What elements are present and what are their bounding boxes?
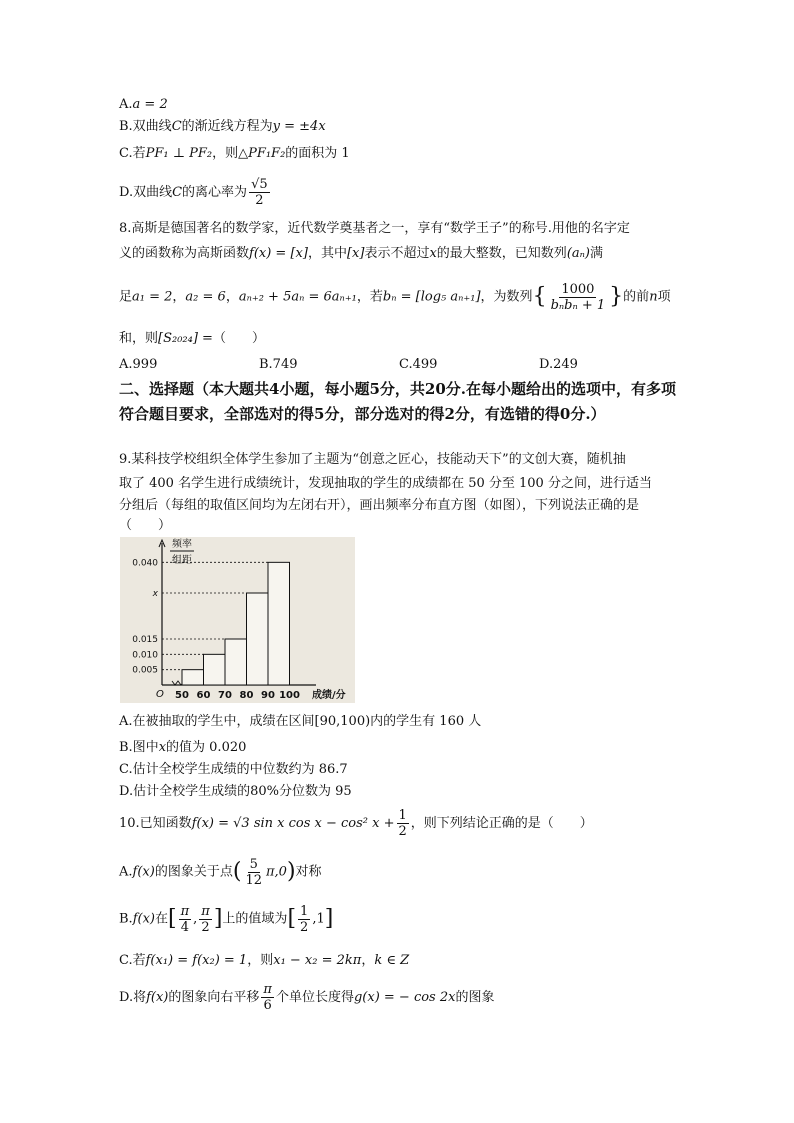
- math-expr: [S₂₀₂₄] =: [158, 331, 213, 346]
- fraction: $\frac{1}{2}$: [398, 808, 407, 839]
- math-expr: g(x) = − cos 2x: [353, 990, 456, 1005]
- q8-stem-line4: 和，则[S₂₀₂₄] =（ ）: [119, 331, 265, 346]
- math-expr: y = ±4x: [272, 119, 326, 134]
- q7-option-c: C.若PF₁ ⊥ PF₂，则△PF₁F₂的面积为 1: [119, 146, 350, 161]
- section-heading: 二、选择题（本大题共4小题，每小题5分，共20分.在每小题给出的选项中，有多项符合题目要求，全部选对的得5分，部分选对的得2分，有选错的得0分.）: [119, 380, 676, 423]
- q7-option-b: B.双曲线C的渐近线方程为y = ±4x: [119, 119, 326, 134]
- y-tick-label: x: [152, 589, 158, 599]
- histogram-svg: [120, 537, 355, 703]
- math-expr: f(x₁) = f(x₂) = 1: [145, 953, 248, 968]
- origin-label: O: [156, 689, 164, 700]
- q9-stem-line1: 9.某科技学校组织全体学生参加了主题为“创意之匠心，技能动天下”的文创大赛，随机抽: [119, 452, 626, 467]
- q10-option-b: B.f(x)在[ $\frac{\pi}{4}$ , $\frac{\pi}{2}$ ]上的值域为[ $\frac{1}{2}$ ,1]: [119, 903, 334, 935]
- q9-option-a: A.在被抽取的学生中，成绩在区间[90,100)内的学生有 160 人: [119, 714, 482, 729]
- fraction: $\frac{\pi}{6}$: [263, 982, 272, 1013]
- q10-option-a: A.f(x)的图象关于点( $\frac{5}{12}$ π,0)对称: [119, 856, 322, 888]
- x-label: 成绩/分: [312, 690, 346, 701]
- math-expr: f(x) = √3 sin x cos x − cos² x +: [191, 816, 395, 831]
- q7-option-a: A.a = 2: [119, 97, 168, 112]
- math-expr: aₙ₊₂ + 5aₙ = 6aₙ₊₁: [238, 289, 357, 305]
- math-expr: [90,100): [314, 714, 371, 729]
- q7-option-d: D.双曲线C的离心率为 $\frac{√5}{2}$: [119, 177, 268, 208]
- histogram-bar: [247, 593, 269, 685]
- x-tick-label: 100: [279, 690, 300, 701]
- x-tick-label: 90: [261, 690, 275, 701]
- x-tick-label: 80: [239, 690, 254, 701]
- option-d: D.249: [539, 357, 578, 372]
- q9-option-d: D.估计全校学生成绩的80%分位数为 95: [119, 784, 352, 799]
- q9-option-c: C.估计全校学生成绩的中位数约为 86.7: [119, 762, 348, 777]
- x-tick-label: 70: [218, 690, 232, 701]
- histogram-bar: [268, 562, 290, 685]
- fraction: $\frac{\pi}{2}$: [201, 903, 210, 935]
- y-tick-label: 0.005: [132, 665, 158, 676]
- histogram-bar: [225, 639, 247, 685]
- x-tick-label: 50: [175, 690, 189, 701]
- y-tick-label: 0.040: [132, 558, 158, 569]
- q9-stem-line4: （ ）: [119, 518, 172, 533]
- q8-stem-line3: 足a₁ = 2，a₂ = 6，aₙ₊₂ + 5aₙ = 6aₙ₊₁，若bₙ = [log₅ aₙ₊₁]，为数列{ $\frac{1000}{\text{bₙbₙ + 1}}$ }的前n项: [119, 281, 671, 313]
- q9-option-b: B.图中x的值为 0.020: [119, 740, 247, 755]
- math-expr: f(x) = [x]: [249, 246, 308, 261]
- fraction: $\frac{√5}{2}$: [251, 177, 268, 208]
- q9-stem-line2: 取了 400 名学生进行成绩统计，发现抽取的学生的成绩都在 50 分至 100 分之间，进行适当: [119, 476, 652, 491]
- q8-stem-line1: 8.高斯是德国著名的数学家，近代数学奠基者之一，享有“数学王子”的称号.用他的名字定: [119, 221, 630, 236]
- math-expr: a = 2: [132, 97, 168, 112]
- y-label-top: 频率: [172, 539, 192, 550]
- y-label-bottom: 组距: [172, 555, 192, 566]
- option-a: A.999: [119, 357, 158, 372]
- option-b: B.749: [259, 357, 298, 372]
- fraction: $\frac{1000}{\text{bₙbₙ + 1}}$: [550, 281, 606, 313]
- math-expr: PF₁ ⊥ PF₂: [145, 146, 213, 161]
- histogram-bar: [182, 670, 204, 685]
- y-tick-label: 0.015: [132, 635, 158, 645]
- q10-option-d: D.将f(x)的图象向右平移 $\frac{\pi}{6}$ 个单位长度得g(x) = − cos 2x的图象: [119, 982, 495, 1013]
- fraction: $\frac{5}{12}$: [245, 856, 262, 888]
- math-expr: bₙ = [log₅ aₙ₊₁]: [382, 289, 481, 305]
- q10-option-c: C.若f(x₁) = f(x₂) = 1，则x₁ − x₂ = 2kπ，k ∈ Z: [119, 953, 410, 968]
- y-tick-label: 0.010: [132, 650, 158, 661]
- q9-stem-line3: 分组后（每组的取值区间均为左闭右开），画出频率分布直方图（如图），下列说法正确的是: [119, 498, 640, 513]
- q8-stem-line2: 义的函数称为高斯函数f(x) = [x]，其中[x]表示不超过x的最大整数，已知数列(aₙ)满: [119, 246, 603, 261]
- fraction: $\frac{\pi}{4}$: [180, 903, 190, 935]
- q10-stem: 10.已知函数f(x) = √3 sin x cos x − cos² x + $\frac{1}{2}$ ，则下列结论正确的是（ ）: [119, 808, 593, 839]
- q8-options: [119, 356, 679, 374]
- frequency-histogram: [120, 537, 355, 703]
- option-c: C.499: [399, 357, 438, 372]
- fraction: $\frac{1}{2}$: [300, 903, 309, 935]
- histogram-bar: [204, 654, 226, 685]
- x-tick-label: 60: [196, 690, 211, 701]
